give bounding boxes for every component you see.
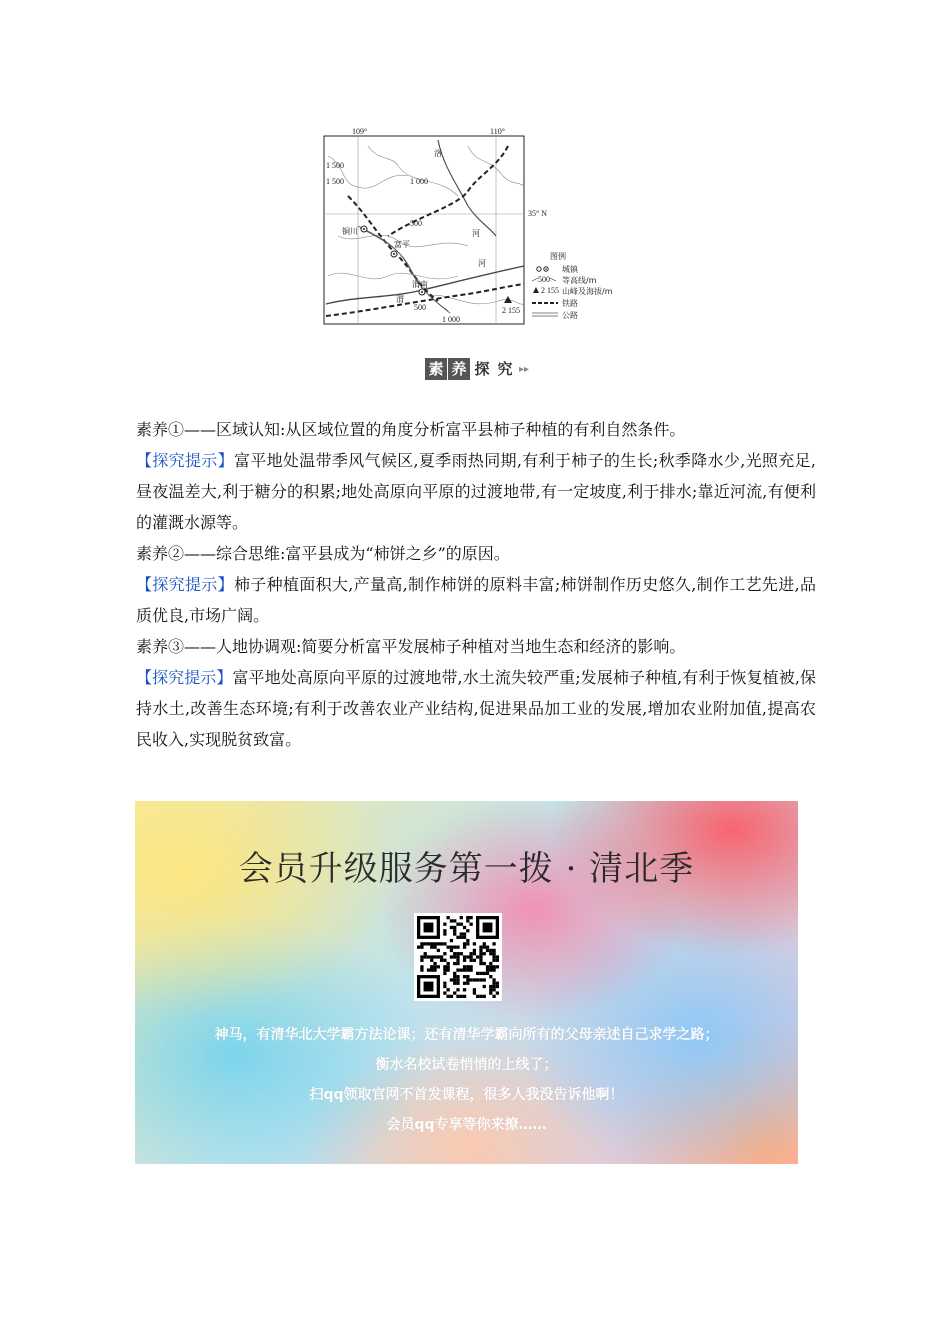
section-badge [425, 357, 529, 381]
legend-peak: 山峰及海拔/m [562, 287, 613, 296]
badge-char: 探 [474, 360, 490, 378]
legend-road: 公路 [562, 311, 578, 320]
badge-char: 究 [497, 360, 513, 378]
badge-char: 养 [448, 358, 470, 380]
town-label: 富平 [394, 240, 410, 249]
legend-title: 图例 [550, 252, 566, 261]
promo-banner [135, 801, 798, 1164]
contour-label: 500 [410, 219, 422, 228]
promo-line: 神马，有清华北大学霸方法论课；还有清华学霸向所有的父母亲述自己求学之路； [214, 1027, 719, 1043]
town-label: 铜川 [342, 227, 358, 236]
qr-code[interactable] [414, 913, 502, 1001]
legend-contour: 等高线/m [562, 276, 597, 285]
document-body [136, 414, 816, 755]
contour-label: 1 000 [442, 315, 460, 324]
badge-char: 素 [425, 358, 447, 380]
river-label: 渭 [396, 295, 404, 304]
hint-tag: 【探究提示】 [136, 575, 234, 594]
promo-line: 扫qq领取官网不首发课程，很多人我没告诉他啊！ [309, 1087, 624, 1103]
svg-text:2 155: 2 155 [541, 286, 559, 295]
question-paragraph: 素养①——区域认知:从区域位置的角度分析富平县柿子种植的有利自然条件。 [136, 420, 686, 439]
hint-paragraph: 【探究提示】富平地处高原向平原的过渡地带,水土流失较严重;发展柿子种植,有利于恢复植被,保持水土,改善生态环境;有利于改善农业产业结构,促进果品加工业的发展,增加农业附加值,提高农民收入,实现脱贫致富。 [136, 668, 816, 749]
river-label: 河 [472, 229, 480, 238]
chevron-right-icon: ▸▸ [519, 363, 530, 375]
promo-lines [135, 1020, 798, 1140]
peak-label: 2 155 [502, 306, 520, 315]
qr-code-icon [417, 916, 499, 998]
town-label: 渭南 [412, 280, 428, 289]
legend-rail: 铁路 [562, 299, 578, 308]
hint-paragraph: 【探究提示】柿子种植面积大,产量高,制作柿饼的原料丰富;柿饼制作历史悠久,制作工艺先进,品质优良,市场广阔。 [136, 575, 816, 625]
lon-label: 110° [490, 127, 505, 136]
river-label: 河 [478, 259, 486, 268]
lon-label: 109° [352, 127, 368, 136]
lat-label: 35° N [528, 209, 547, 218]
question-paragraph: 素养②——综合思维:富平县成为“柿饼之乡”的原因。 [136, 544, 510, 563]
contour-label: 1 500 [326, 177, 344, 186]
contour-label: 1 500 [326, 161, 344, 170]
hint-tag: 【探究提示】 [136, 668, 233, 687]
river-label: 洛 [434, 149, 442, 158]
hint-paragraph: 【探究提示】富平地处温带季风气候区,夏季雨热同期,有利于柿子的生长;秋季降水少,光照充足,昼夜温差大,利于糖分的积累;地处高原向平原的过渡地带,有一定坡度,利于排水;靠近河流,有便利的灌溉水源等。 [136, 451, 816, 532]
promo-line: 衡水名校试卷悄悄的上线了； [375, 1057, 558, 1073]
promo-title: 会员升级服务第一拨 · 清北季 [238, 849, 695, 889]
promo-line: 会员qq专享等你来撩…… [386, 1117, 547, 1133]
topographic-map [318, 126, 648, 331]
hint-tag: 【探究提示】 [136, 451, 234, 470]
legend-town: 城镇 [562, 265, 578, 274]
question-paragraph: 素养③——人地协调观:简要分析富平发展柿子种植对当地生态和经济的影响。 [136, 637, 686, 656]
contour-label: 1 000 [410, 177, 428, 186]
svg-text:500: 500 [538, 275, 550, 284]
map-legend [532, 251, 613, 320]
contour-label: 500 [414, 303, 426, 312]
